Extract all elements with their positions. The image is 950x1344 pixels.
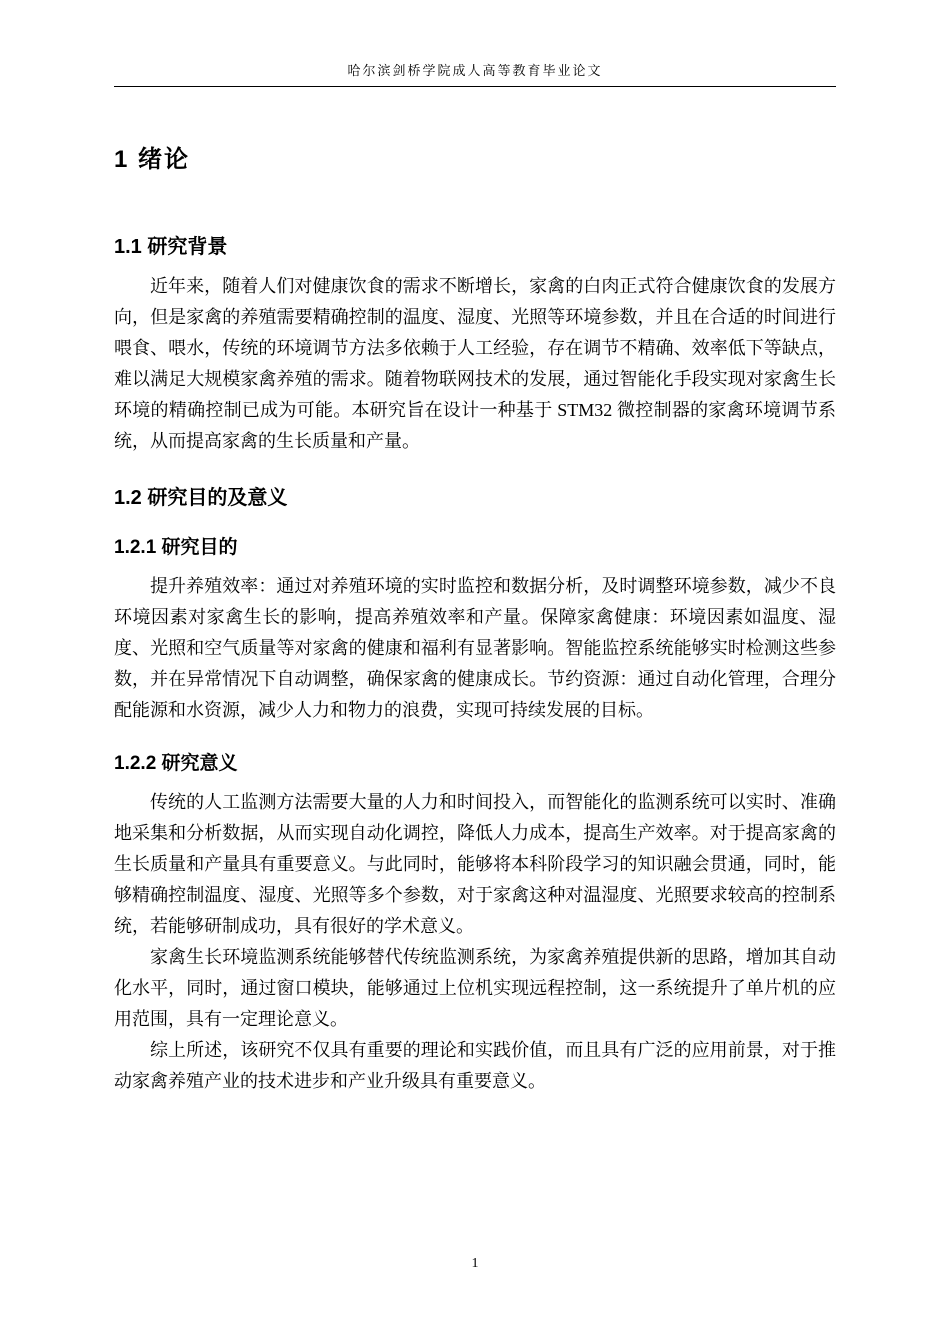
paragraph-research-background: 近年来，随着人们对健康饮食的需求不断增长，家禽的白肉正式符合健康饮食的发展方向，但是家禽的养殖需要精确控制的温度、湿度、光照等环境参数，并且在合适的时间进行喂食、喂水，传统的环境调节方法多依赖于人工经验，存在调节不精确、效率低下等缺点，难以满足大规模家禽养殖的需求。随着物联网技术的发展，通过智能化手段实现对家禽生长环境的精确控制已成为可能。本研究旨在设计一种基于 STM32 微控制器的家禽环境调节系统，从而提高家禽的生长质量和产量。	[114, 276, 836, 451]
subsection-heading-1-2-1: 1.2.1 研究目的	[114, 537, 238, 558]
section-heading-1-1: 1.1 研究背景	[114, 236, 228, 258]
paragraph-research-significance-3: 综上所述，该研究不仅具有重要的理论和实践价值，而且具有广泛的应用前景，对于推动家禽养殖产业的技术进步和产业升级具有重要意义。	[114, 1040, 836, 1091]
paragraph-research-significance-2: 家禽生长环境监测系统能够替代传统监测系统，为家禽养殖提供新的思路，增加其自动化水平，同时，通过窗口模块，能够通过上位机实现远程控制，这一系统提升了单片机的应用范围，具有一定理论意义。	[114, 947, 836, 1029]
page-number: 1	[471, 1256, 479, 1271]
chapter-title: 1 绪论	[114, 146, 191, 173]
page-header: 哈尔滨剑桥学院成人高等教育毕业论文	[114, 60, 836, 87]
paragraph-research-purpose: 提升养殖效率：通过对养殖环境的实时监控和数据分析，及时调整环境参数，减少不良环境因素对家禽生长的影响，提高养殖效率和产量。保障家禽健康：环境因素如温度、湿度、光照和空气质量等对家禽的健康和福利有显著影响。智能监控系统能够实时检测这些参数，并在异常情况下自动调整，确保家禽的健康成长。节约资源：通过自动化管理，合理分配能源和水资源，减少人力和物力的浪费，实现可持续发展的目标。	[114, 576, 836, 720]
subsection-heading-1-2-2: 1.2.2 研究意义	[114, 753, 238, 774]
section-heading-1-2: 1.2 研究目的及意义	[114, 487, 288, 509]
paragraph-research-significance-1: 传统的人工监测方法需要大量的人力和时间投入，而智能化的监测系统可以实时、准确地采集和分析数据，从而实现自动化调控，降低人力成本，提高生产效率。对于提高家禽的生长质量和产量具有重要意义。与此同时，能够将本科阶段学习的知识融会贯通，同时，能够精确控制温度、湿度、光照等多个参数，对于家禽这种对温湿度、光照要求较高的控制系统，若能够研制成功，具有很好的学术意义。	[114, 792, 836, 936]
